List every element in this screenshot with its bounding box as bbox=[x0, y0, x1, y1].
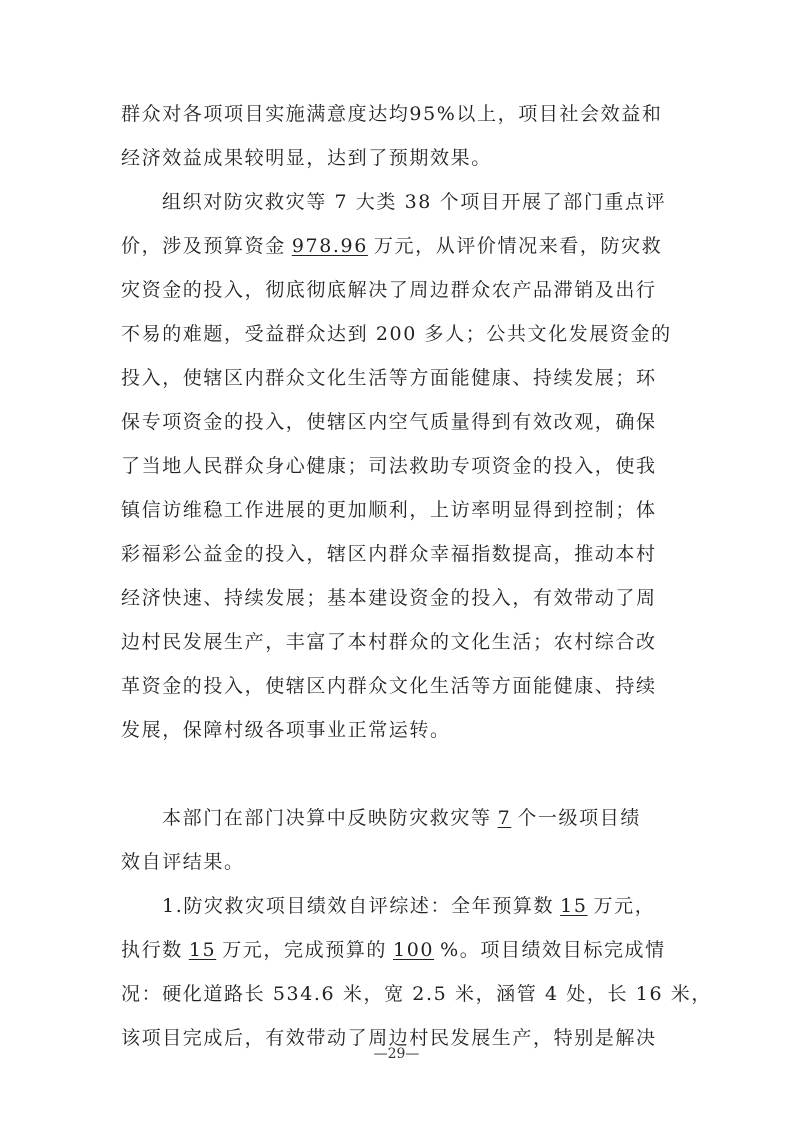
paragraph-line: 不易的难题，受益群众达到 200 多人；公共文化发展资金的 bbox=[121, 323, 672, 345]
text-segment: 万元，从评价情况来看，防灾救 bbox=[373, 235, 663, 257]
text-segment: 价，涉及预算资金 bbox=[121, 235, 286, 257]
text-segment: 本部门在部门决算中反映防灾救灾等 bbox=[162, 807, 492, 829]
section-heading bbox=[162, 760, 682, 788]
text-segment: 个一级项目绩 bbox=[517, 807, 641, 829]
paragraph-line: 镇信访维稳工作进展的更加顺利，上访率明显得到控制；体 bbox=[121, 499, 657, 521]
paragraph-line: 经济快速、持续发展；基本建设资金的投入，有效带动了周 bbox=[121, 587, 657, 609]
paragraph-line: 群众对各项项目实施满意度达均95%以上，项目社会效益和 bbox=[121, 103, 663, 125]
paragraph-line bbox=[121, 936, 681, 964]
paragraph-line: 况：硬化道路长 534.6 米，宽 2.5 米，涵管 4 处，长 16 米， bbox=[121, 983, 712, 1005]
paragraph-line: 组织对防灾救灾等 7 大类 38 个项目开展了部门重点评 bbox=[162, 191, 667, 213]
paragraph-line bbox=[121, 232, 681, 260]
paragraph-line: 边村民发展生产，丰富了本村群众的文化生活；农村综合改 bbox=[121, 631, 657, 653]
text-segment: 万元， bbox=[593, 895, 656, 917]
text-segment: 万元，完成预算的 bbox=[222, 939, 388, 961]
text-segment: %。项目绩效目标完成情 bbox=[440, 939, 666, 961]
paragraph-line: 了当地人民群众身心健康；司法救助专项资金的投入，使我 bbox=[121, 455, 657, 477]
paragraph-line: 保专项资金的投入，使辖区内空气质量得到有效改观，确保 bbox=[121, 411, 657, 433]
paragraph-line: 该项目完成后，有效带动了周边村民发展生产，特别是解决 bbox=[121, 1027, 657, 1049]
completion-percent: 100 bbox=[393, 939, 435, 961]
paragraph-line: 革资金的投入，使辖区内群众文化生活等方面能健康、持续 bbox=[121, 675, 657, 697]
paragraph-line bbox=[162, 892, 682, 920]
text-segment: 1.防灾救灾项目绩效自评综述：全年预算数 bbox=[162, 895, 555, 917]
page-number: —29— bbox=[373, 1046, 420, 1062]
paragraph-line: 灾资金的投入，彻底彻底解决了周边群众农产品滞销及出行 bbox=[121, 279, 657, 301]
budget-amount: 978.96 bbox=[291, 235, 368, 257]
paragraph-line: 彩福彩公益金的投入，辖区内群众幸福指数提高，推动本村 bbox=[121, 543, 657, 565]
text-segment: 执行数 bbox=[121, 939, 183, 961]
executed-amount: 15 bbox=[188, 939, 217, 961]
project-count: 7 bbox=[497, 807, 512, 829]
annual-budget: 15 bbox=[560, 895, 588, 917]
paragraph-line: 经济效益成果较明显，达到了预期效果。 bbox=[121, 147, 492, 169]
paragraph-line bbox=[162, 804, 682, 832]
paragraph-line: 投入，使辖区内群众文化生活等方面能健康、持续发展；环 bbox=[121, 367, 657, 389]
paragraph-line: 效自评结果。 bbox=[121, 851, 245, 873]
paragraph-line: 发展，保障村级各项事业正常运转。 bbox=[121, 719, 451, 741]
